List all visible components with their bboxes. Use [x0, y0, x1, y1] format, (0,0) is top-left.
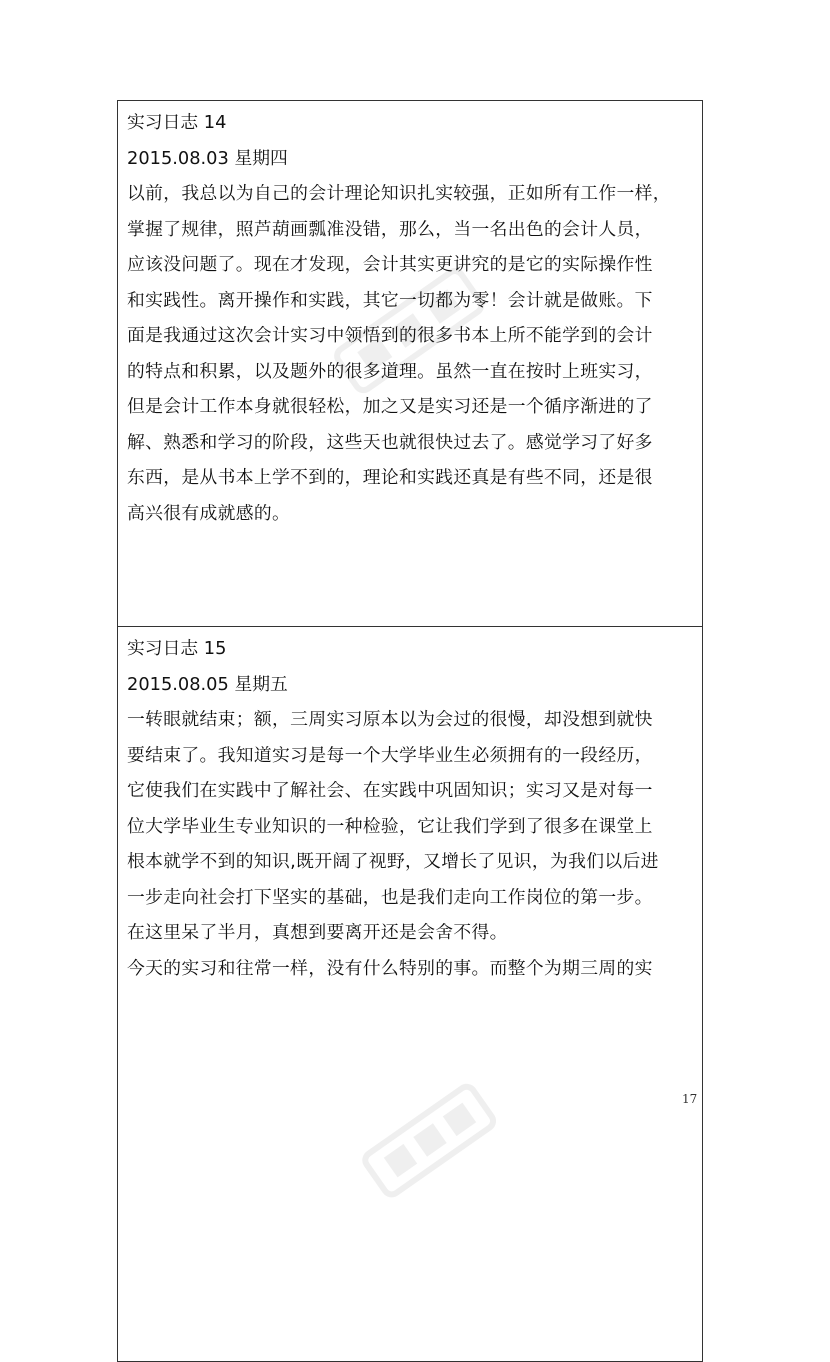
entry-text-line: 面是我通过这次会计实习中领悟到的很多书本上所不能学到的会计: [127, 325, 653, 346]
page-number: 17: [682, 1092, 698, 1106]
entry-text-line: 根本就学不到的知识,既开阔了视野，又增长了见识，为我们以后进: [127, 851, 659, 872]
journal-table: [117, 100, 703, 1362]
entry-title: 实习日志 15: [127, 638, 227, 659]
entry-text-line: 以前，我总以为自己的会计理论知识扎实较强，正如所有工作一样，: [127, 183, 671, 204]
entry-text-line: 和实践性。离开操作和实践，其它一切都为零！会计就是做账。下: [127, 289, 653, 311]
entry-title: 实习日志 14: [127, 112, 227, 133]
entry-text-line: 掌握了规律，照芦葫画瓢准没错，那么，当一名出色的会计人员，: [127, 218, 653, 240]
entry-date: 2015.08.03 星期四: [127, 147, 288, 169]
entry-text-line: 解、熟悉和学习的阶段，这些天也就很快过去了。感觉学习了好多: [127, 431, 653, 453]
entry-text-line: 要结束了。我知道实习是每一个大学毕业生必须拥有的一段经历，: [127, 744, 653, 766]
entry-text-line: 一转眼就结束；额，三周实习原本以为会过的很慢，却没想到就快: [127, 709, 653, 730]
entry-text-line: 的特点和积累，以及题外的很多道理。虽然一直在按时上班实习，: [127, 360, 653, 382]
entry-date: 2015.08.05 星期五: [127, 673, 288, 695]
entry-text-line: 一步走向社会打下坚实的基础，也是我们走向工作岗位的第一步。: [127, 886, 653, 908]
entry-text-line: 它使我们在实践中了解社会、在实践中巩固知识；实习又是对每一: [127, 780, 653, 801]
journal-entry-15: [118, 626, 702, 1361]
entry-text-line: 但是会计工作本身就很轻松，加之又是实习还是一个循序渐进的了: [127, 396, 653, 417]
entry-text-line: 位大学毕业生专业知识的一种检验，它让我们学到了很多在课堂上: [127, 815, 653, 837]
entry-text-line: 今天的实习和往常一样，没有什么特别的事。而整个为期三周的实: [127, 957, 653, 979]
entry-text-line: 东西，是从书本上学不到的，理论和实践还真是有些不同，还是很: [127, 467, 653, 488]
entry-text-line: 在这里呆了半月，真想到要离开还是会舍不得。: [127, 922, 508, 943]
entry-text-line: 高兴很有成就感的。: [127, 502, 291, 524]
entry-text-line: 应该没问题了。现在才发现，会计其实更讲究的是它的实际操作性: [127, 254, 653, 275]
journal-entry-14: [118, 101, 702, 626]
